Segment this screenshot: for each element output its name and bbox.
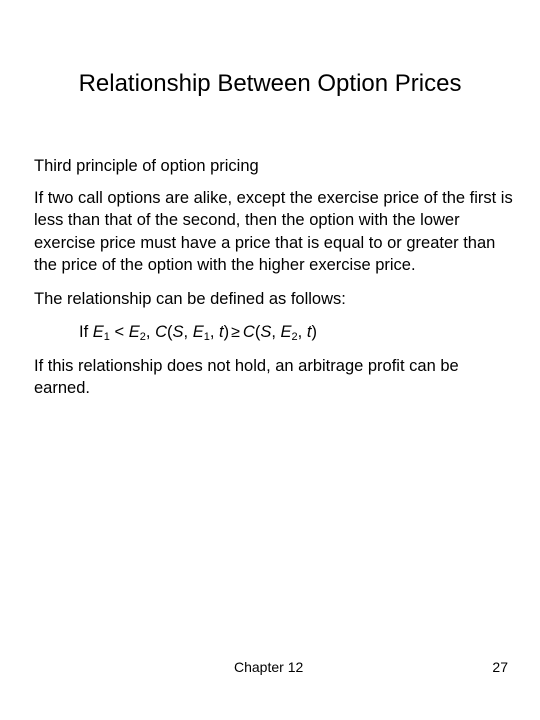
formula-e2-var: E xyxy=(128,323,140,341)
formula-comma: , xyxy=(145,323,151,341)
arbitrage-note: If this relationship does not hold, an arbitrage profit can be earned. xyxy=(34,356,459,397)
formula-if: If xyxy=(79,323,89,341)
formula-comma: , xyxy=(209,323,215,341)
formula-e2-arg-sub: 2 xyxy=(291,331,298,343)
relationship-intro: The relationship can be defined as follows: xyxy=(34,289,346,308)
formula-t-right: t xyxy=(306,323,312,341)
formula-close-paren: ) xyxy=(223,323,230,341)
formula-e2-arg-var: E xyxy=(280,323,292,341)
formula-comma: , xyxy=(297,323,303,341)
formula-e2-sub: 2 xyxy=(139,331,146,343)
formula-c-right: C xyxy=(242,323,255,341)
formula-less-than: < xyxy=(114,323,125,341)
greater-or-equal-icon: ≥ xyxy=(231,324,240,341)
formula-e1-var: E xyxy=(92,323,104,341)
formula-t-left: t xyxy=(219,323,224,341)
formula-comma: , xyxy=(271,323,276,341)
formula-c-left: C xyxy=(155,323,167,341)
formula-close-paren: ) xyxy=(311,323,317,341)
principle-heading: Third principle of option pricing xyxy=(34,157,259,175)
formula-s-right: S xyxy=(260,323,272,341)
formula-e1-arg-var: E xyxy=(192,323,204,341)
relationship-formula xyxy=(34,321,514,345)
slide-body xyxy=(34,155,514,411)
principle-description: If two call options are alike, except the exercise price of the first is less than that of the second, then the option with the lower exercise price must have a price that is equal to or greater than the price of the option with the higher exercise price. xyxy=(34,188,513,274)
formula-comma: , xyxy=(183,323,189,341)
page-number: 27 xyxy=(492,659,508,675)
formula-e1-sub: 1 xyxy=(103,331,110,343)
slide-title: Relationship Between Option Prices xyxy=(78,70,462,97)
footer-chapter: Chapter 12 xyxy=(234,659,304,675)
formula-open-paren: ( xyxy=(166,323,173,341)
formula-open-paren: ( xyxy=(254,323,261,341)
formula-e1-arg-sub: 1 xyxy=(203,331,210,343)
formula-s-left: S xyxy=(172,323,184,341)
